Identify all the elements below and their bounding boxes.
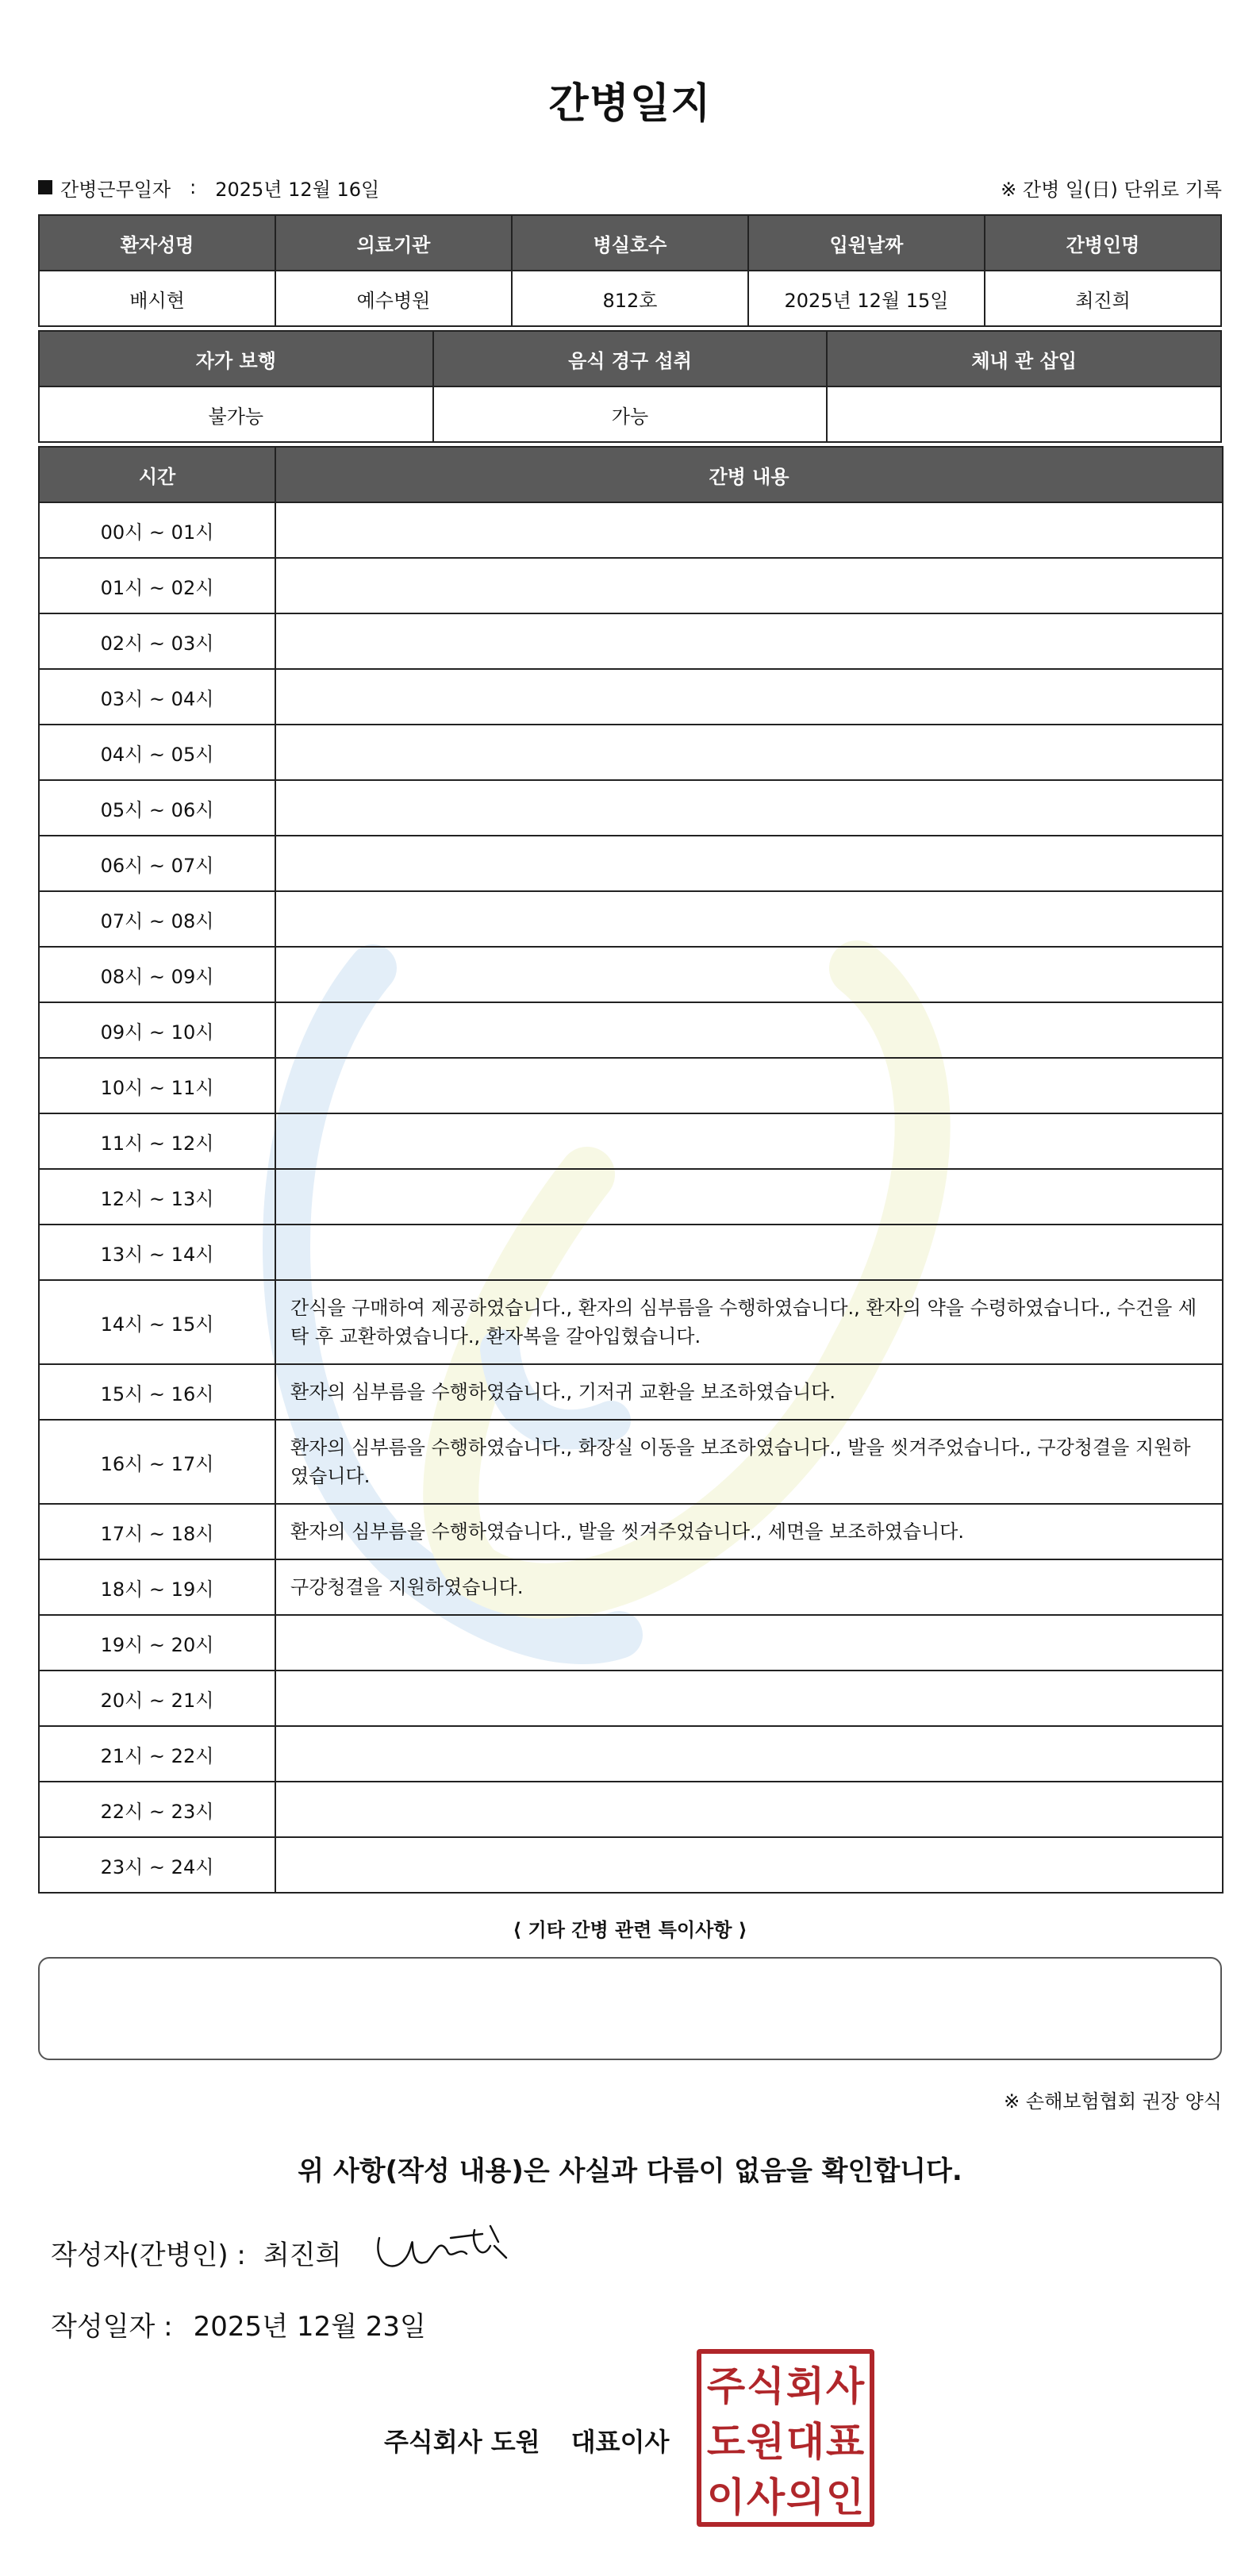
content-cell: [275, 502, 1223, 558]
content-cell: 환자의 심부름을 수행하였습니다., 기저귀 교환을 보조하였습니다.: [275, 1364, 1223, 1420]
time-cell: 13시 ~ 14시: [39, 1225, 275, 1280]
content-cell: [275, 947, 1223, 1002]
table-row: [39, 891, 1223, 947]
seal-char: 원: [746, 2419, 786, 2465]
content-cell: [275, 1671, 1223, 1726]
seal-char: 회: [786, 2363, 825, 2409]
seal-char: 표: [825, 2419, 865, 2465]
table-row: [39, 1559, 1223, 1615]
value-room: 812호: [512, 271, 748, 326]
content-cell: [275, 1726, 1223, 1782]
time-cell: 23시 ~ 24시: [39, 1837, 275, 1893]
table-row: [39, 947, 1223, 1002]
care-log-header-row: [39, 447, 1223, 502]
table-row: [39, 836, 1223, 891]
writer-line: [51, 2233, 341, 2272]
content-cell: [275, 1058, 1223, 1113]
patient-info-table: [38, 214, 1222, 327]
header-caregiver-name: 간병인명: [985, 215, 1221, 271]
work-date-group: [38, 174, 379, 202]
time-cell: 09시 ~ 10시: [39, 1002, 275, 1058]
seal-char: 이: [706, 2474, 746, 2520]
time-cell: 17시 ~ 18시: [39, 1504, 275, 1559]
square-bullet-icon: [38, 180, 52, 194]
table-row: [39, 502, 1223, 558]
header-admission-date: 입원날짜: [748, 215, 985, 271]
header-self-walking: 자가 보행: [39, 331, 433, 386]
value-hospital: 예수병원: [275, 271, 512, 326]
table-row: [39, 1364, 1223, 1420]
content-cell: 구강청결을 지원하였습니다.: [275, 1559, 1223, 1615]
content-cell: [275, 1782, 1223, 1837]
confirmation-statement: 위 사항(작성 내용)은 사실과 다름이 없음을 확인합니다.: [298, 2155, 962, 2187]
seal-char: 식: [746, 2363, 786, 2409]
header-patient-name: 환자성명: [39, 215, 275, 271]
time-cell: 19시 ~ 20시: [39, 1615, 275, 1671]
unit-note: ※ 간병 일(日) 단위로 기록: [1001, 178, 1222, 201]
time-cell: 12시 ~ 13시: [39, 1169, 275, 1225]
header-room: 병실호수: [512, 215, 748, 271]
header-tube-insertion: 체내 관 삽입: [827, 331, 1221, 386]
header-oral-intake: 음식 경구 섭취: [433, 331, 828, 386]
seal-char: 사: [746, 2474, 786, 2520]
time-cell: 21시 ~ 22시: [39, 1726, 275, 1782]
table-row: [39, 1113, 1223, 1169]
seal-char: 사: [825, 2363, 865, 2409]
time-cell: 03시 ~ 04시: [39, 669, 275, 725]
writer-name: 최진희: [263, 2240, 342, 2271]
seal-char: 의: [786, 2474, 825, 2520]
seal-char: 도: [706, 2419, 746, 2465]
company-name: 주식회사 도원: [384, 2427, 540, 2457]
time-cell: 18시 ~ 19시: [39, 1559, 275, 1615]
work-date-separator: :: [190, 176, 197, 198]
special-notes-title: ⟨ 기타 간병 관련 특이사항 ⟩: [513, 1919, 747, 1941]
content-cell: [275, 1225, 1223, 1280]
work-date-label: 간병근무일자: [60, 178, 171, 201]
value-oral-intake: 가능: [433, 386, 828, 442]
content-cell: [275, 1615, 1223, 1671]
table-row: [39, 1002, 1223, 1058]
value-admission-date: 2025년 12월 15일: [748, 271, 985, 326]
value-tube-insertion: [827, 386, 1221, 442]
content-cell: [275, 780, 1223, 836]
table-row: [39, 558, 1223, 613]
company-line: [384, 2422, 669, 2459]
table-row: [39, 1726, 1223, 1782]
table-row: [39, 669, 1223, 725]
seal-char: 대: [786, 2419, 825, 2465]
patient-status-header-row: [39, 331, 1221, 386]
time-cell: 22시 ~ 23시: [39, 1782, 275, 1837]
time-cell: 11시 ~ 12시: [39, 1113, 275, 1169]
special-notes-box: [38, 1957, 1222, 2060]
header-care-content: 간병 내용: [275, 447, 1223, 502]
patient-status-value-row: [39, 386, 1221, 442]
time-cell: 02시 ~ 03시: [39, 613, 275, 669]
time-cell: 08시 ~ 09시: [39, 947, 275, 1002]
care-log-table: [38, 446, 1224, 1894]
header-time: 시간: [39, 447, 275, 502]
table-row: [39, 725, 1223, 780]
content-cell: [275, 1837, 1223, 1893]
time-cell: 14시 ~ 15시: [39, 1280, 275, 1364]
time-cell: 20시 ~ 21시: [39, 1671, 275, 1726]
writer-label: 작성자(간병인) :: [51, 2240, 246, 2271]
time-cell: 07시 ~ 08시: [39, 891, 275, 947]
time-cell: 10시 ~ 11시: [39, 1058, 275, 1113]
written-date-label: 작성일자 :: [51, 2311, 173, 2343]
table-row: [39, 1280, 1223, 1364]
content-cell: 간식을 구매하여 제공하였습니다., 환자의 심부름을 수행하였습니다., 환자의 약을 수령하였습니다., 수건을 세탁 후 교환하였습니다., 환자복을 갈아입혔습니다.: [275, 1280, 1223, 1364]
content-cell: 환자의 심부름을 수행하였습니다., 화장실 이동을 보조하였습니다., 발을 씻겨주었습니다., 구강청결을 지원하였습니다.: [275, 1420, 1223, 1504]
content-cell: [275, 891, 1223, 947]
written-date-line: [51, 2305, 426, 2343]
table-row: [39, 1420, 1223, 1504]
value-self-walking: 불가능: [39, 386, 433, 442]
written-date-value: 2025년 12월 23일: [193, 2311, 426, 2343]
content-cell: [275, 725, 1223, 780]
company-title: 대표이사: [570, 2427, 670, 2457]
time-cell: 04시 ~ 05시: [39, 725, 275, 780]
value-patient-name: 배시현: [39, 271, 275, 326]
seal-char: 주: [706, 2363, 746, 2409]
time-cell: 00시 ~ 01시: [39, 502, 275, 558]
content-cell: 환자의 심부름을 수행하였습니다., 발을 씻겨주었습니다., 세면을 보조하였습니다.: [275, 1504, 1223, 1559]
time-cell: 01시 ~ 02시: [39, 558, 275, 613]
seal-char: 인: [825, 2474, 865, 2520]
patient-info-value-row: [39, 271, 1221, 326]
content-cell: [275, 1169, 1223, 1225]
document-title: 간병일지: [548, 80, 712, 128]
signature-image: [371, 2214, 514, 2286]
table-row: [39, 1504, 1223, 1559]
value-caregiver-name: 최진희: [985, 271, 1221, 326]
header-hospital: 의료기관: [275, 215, 512, 271]
table-row: [39, 780, 1223, 836]
time-cell: 15시 ~ 16시: [39, 1364, 275, 1420]
work-date-value: 2025년 12월 16일: [215, 178, 380, 201]
content-cell: [275, 1002, 1223, 1058]
table-row: [39, 1169, 1223, 1225]
time-cell: 16시 ~ 17시: [39, 1420, 275, 1504]
content-cell: [275, 836, 1223, 891]
time-cell: 05시 ~ 06시: [39, 780, 275, 836]
content-cell: [275, 1113, 1223, 1169]
content-cell: [275, 613, 1223, 669]
patient-status-table: [38, 330, 1222, 443]
table-row: [39, 1671, 1223, 1726]
table-row: [39, 1615, 1223, 1671]
patient-info-header-row: [39, 215, 1221, 271]
company-seal-stamp: [697, 2349, 874, 2527]
time-cell: 06시 ~ 07시: [39, 836, 275, 891]
meta-row: [38, 171, 1222, 203]
content-cell: [275, 669, 1223, 725]
table-row: [39, 1782, 1223, 1837]
table-row: [39, 613, 1223, 669]
table-row: [39, 1058, 1223, 1113]
form-note: ※ 손해보험협회 권장 양식: [1004, 2090, 1222, 2113]
content-cell: [275, 558, 1223, 613]
table-row: [39, 1225, 1223, 1280]
table-row: [39, 1837, 1223, 1893]
